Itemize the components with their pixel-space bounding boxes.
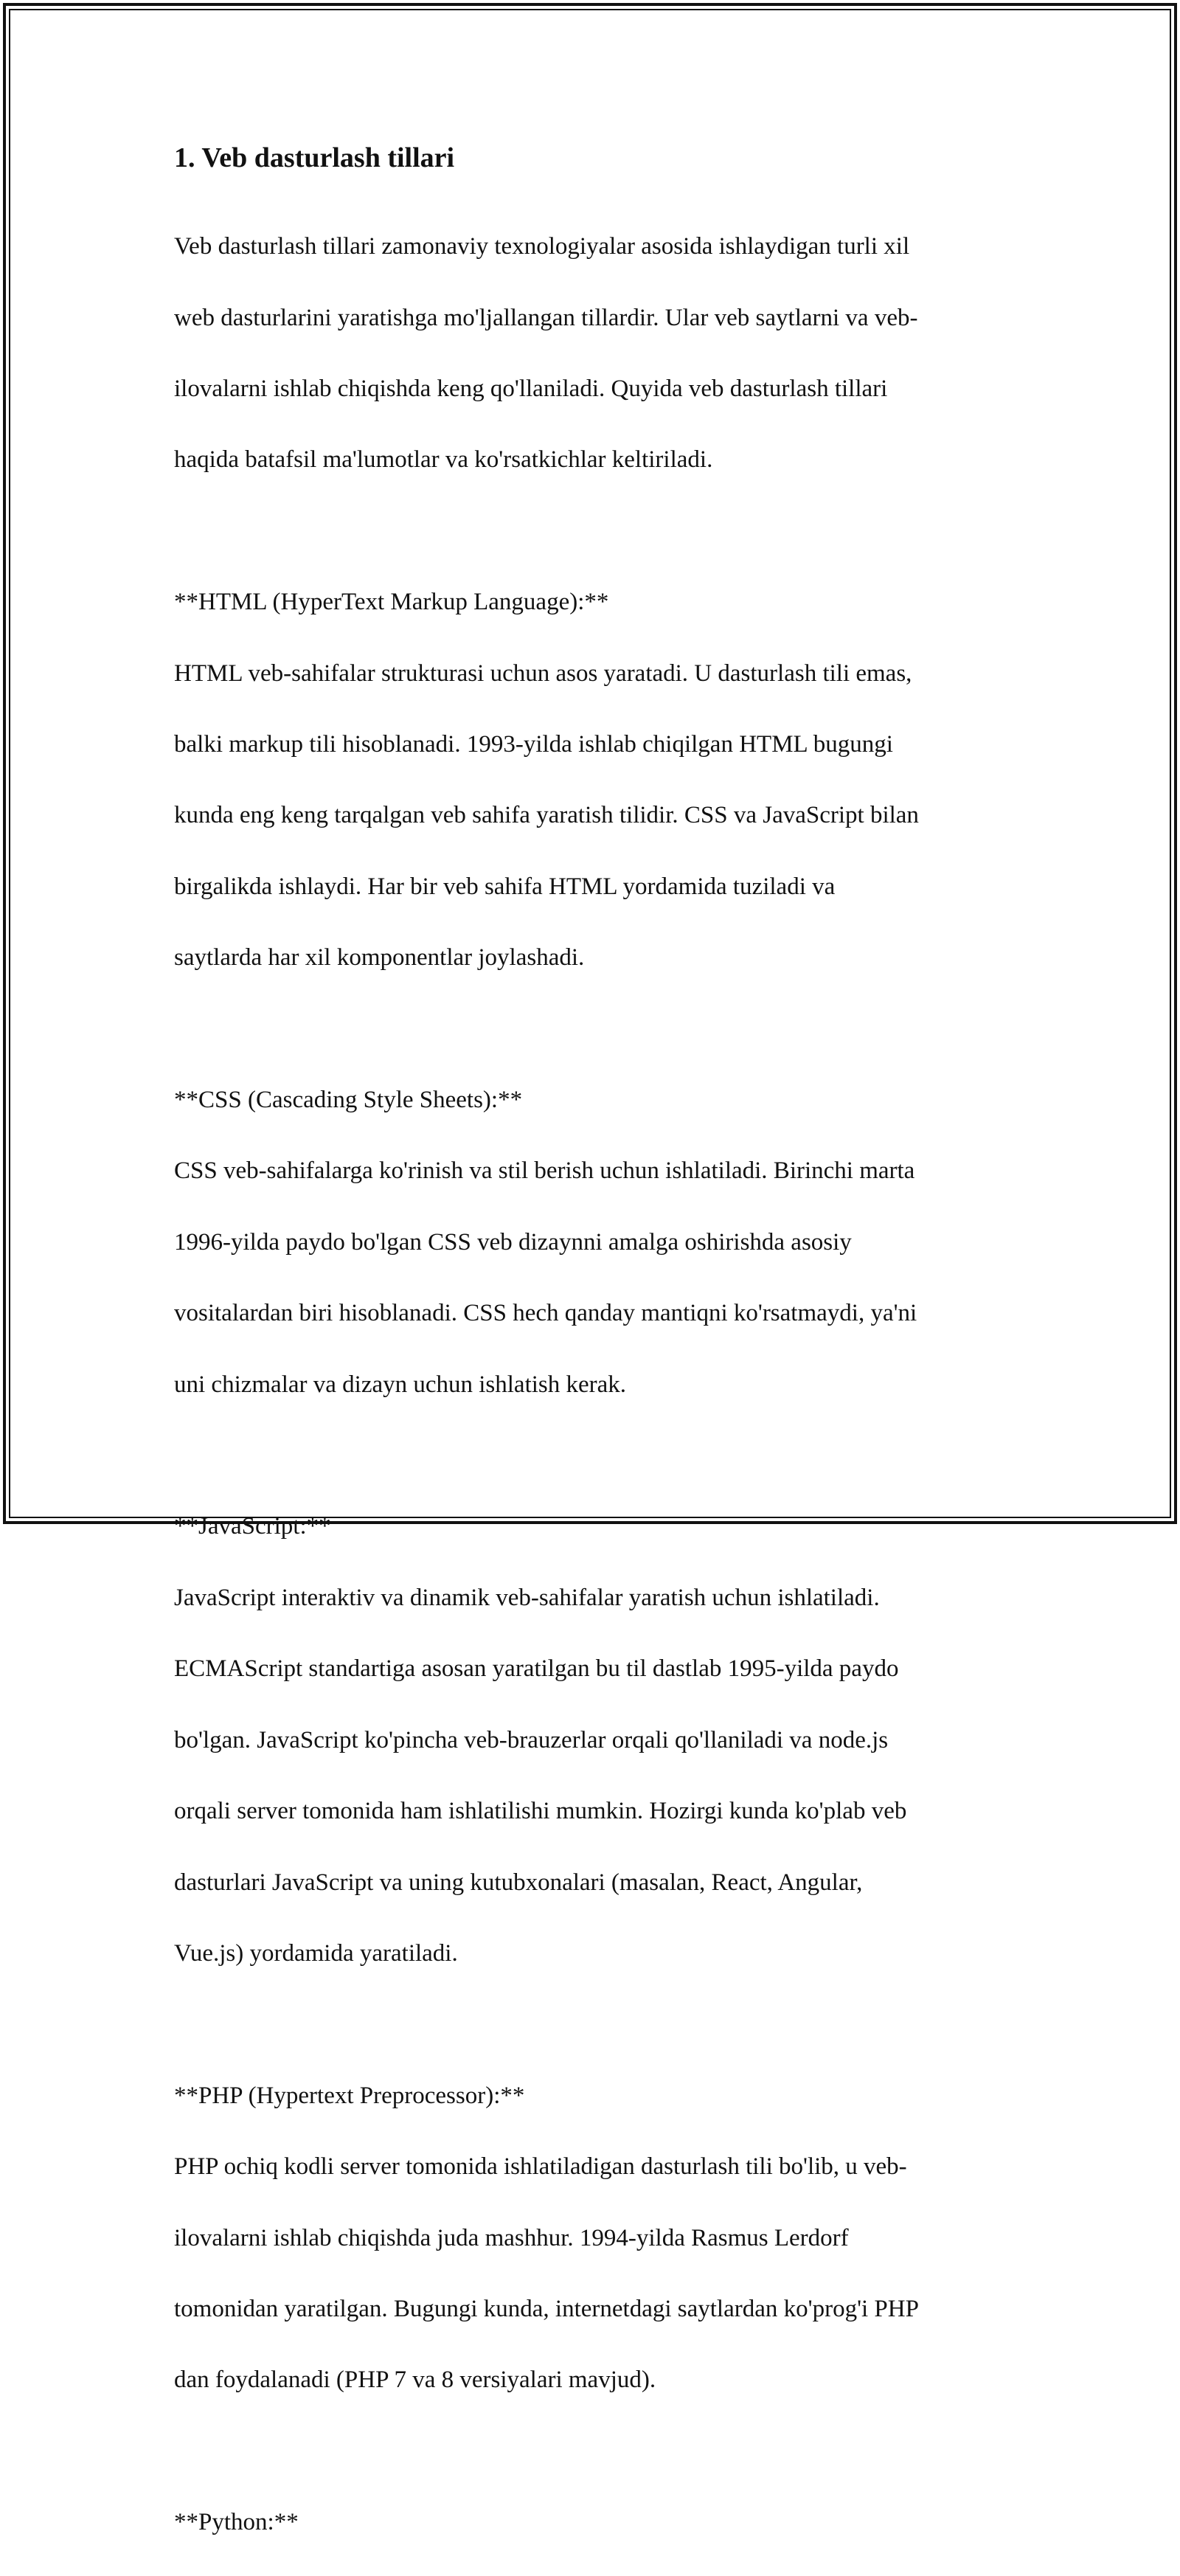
section-heading-css: **CSS (Cascading Style Sheets):** xyxy=(174,1087,523,1114)
intro-line: ilovalarni ishlab chiqishda keng qo'llaniladi. Quyida veb dasturlash tillari xyxy=(174,375,888,403)
section-heading-javascript: **JavaScript:** xyxy=(174,1513,331,1540)
section-line: tomonidan yaratilgan. Bugungi kunda, internetdagi saytlardan ko'prog'i PHP xyxy=(174,2295,919,2322)
section-line: ilovalarni ishlab chiqishda juda mashhur. 1994-yilda Rasmus Lerdorf xyxy=(174,2224,849,2251)
section-line: uni chizmalar va dizayn uchun ishlatish kerak. xyxy=(174,1371,627,1398)
section-line: ECMAScript standartiga asosan yaratilgan bu til dastlab 1995-yilda paydo xyxy=(174,1655,899,1683)
section-line: bo'lgan. JavaScript ko'pincha veb-brauzerlar orqali qo'llaniladi va node.js xyxy=(174,1726,889,1753)
section-line: JavaScript interaktiv va dinamik veb-sahifalar yaratish uchun ishlatiladi. xyxy=(174,1584,880,1611)
section-line: CSS veb-sahifalarga ko'rinish va stil berish uchun ishlatiladi. Birinchi marta xyxy=(174,1157,915,1185)
section-line: dasturlari JavaScript va uning kutubxonalari (masalan, React, Angular, xyxy=(174,1869,863,1896)
intro-line: Veb dasturlash tillari zamonaviy texnologiyalar asosida ishlaydigan turli xil xyxy=(174,233,910,260)
section-heading-php: **PHP (Hypertext Preprocessor):** xyxy=(174,2082,525,2109)
section-line: orqali server tomonida ham ishlatilishi mumkin. Hozirgi kunda ko'plab veb xyxy=(174,1798,907,1825)
section-line: PHP ochiq kodli server tomonida ishlatiladigan dasturlash tili bo'lib, u veb- xyxy=(174,2153,907,2181)
document-title: 1. Veb dasturlash tillari xyxy=(174,142,455,173)
section-line: Vue.js) yordamida yaratiladi. xyxy=(174,1939,458,1967)
section-line: kunda eng keng tarqalgan veb sahifa yaratish tilidir. CSS va JavaScript bilan xyxy=(174,802,919,829)
section-css xyxy=(174,1047,1015,1438)
section-heading-html: **HTML (HyperText Markup Language):** xyxy=(174,589,609,616)
section-line: vositalardan biri hisoblanadi. CSS hech qanday mantiqni ko'rsatmaydi, ya'ni xyxy=(174,1300,917,1327)
section-line: balki markup tili hisoblanadi. 1993-yilda ishlab chiqilgan HTML bugungi xyxy=(174,731,893,758)
document-body xyxy=(174,137,1015,2576)
section-javascript xyxy=(174,1473,1015,2007)
section-line: HTML veb-sahifalar strukturasi uchun asos yaratadi. U dasturlash tili emas, xyxy=(174,659,912,687)
section-html xyxy=(174,549,1015,1011)
section-python xyxy=(174,2469,1015,2576)
intro-line: haqida batafsil ma'lumotlar va ko'rsatkichlar keltiriladi. xyxy=(174,446,713,474)
intro-paragraph xyxy=(174,193,1015,513)
section-line: birgalikda ishlaydi. Har bir veb sahifa HTML yordamida tuziladi va xyxy=(174,873,836,900)
intro-line: web dasturlarini yaratishga mo'ljallangan tillardir. Ular veb saytlarni va veb- xyxy=(174,304,918,331)
section-line: saytlarda har xil komponentlar joylashadi. xyxy=(174,944,585,972)
section-heading-python: **Python:** xyxy=(174,2509,299,2536)
section-php xyxy=(174,2043,1015,2434)
section-line: dan foydalanadi (PHP 7 va 8 versiyalari mavjud). xyxy=(174,2366,656,2394)
section-line: 1996-yilda paydo bo'lgan CSS veb dizaynni amalga oshirishda asosiy xyxy=(174,1228,852,1256)
